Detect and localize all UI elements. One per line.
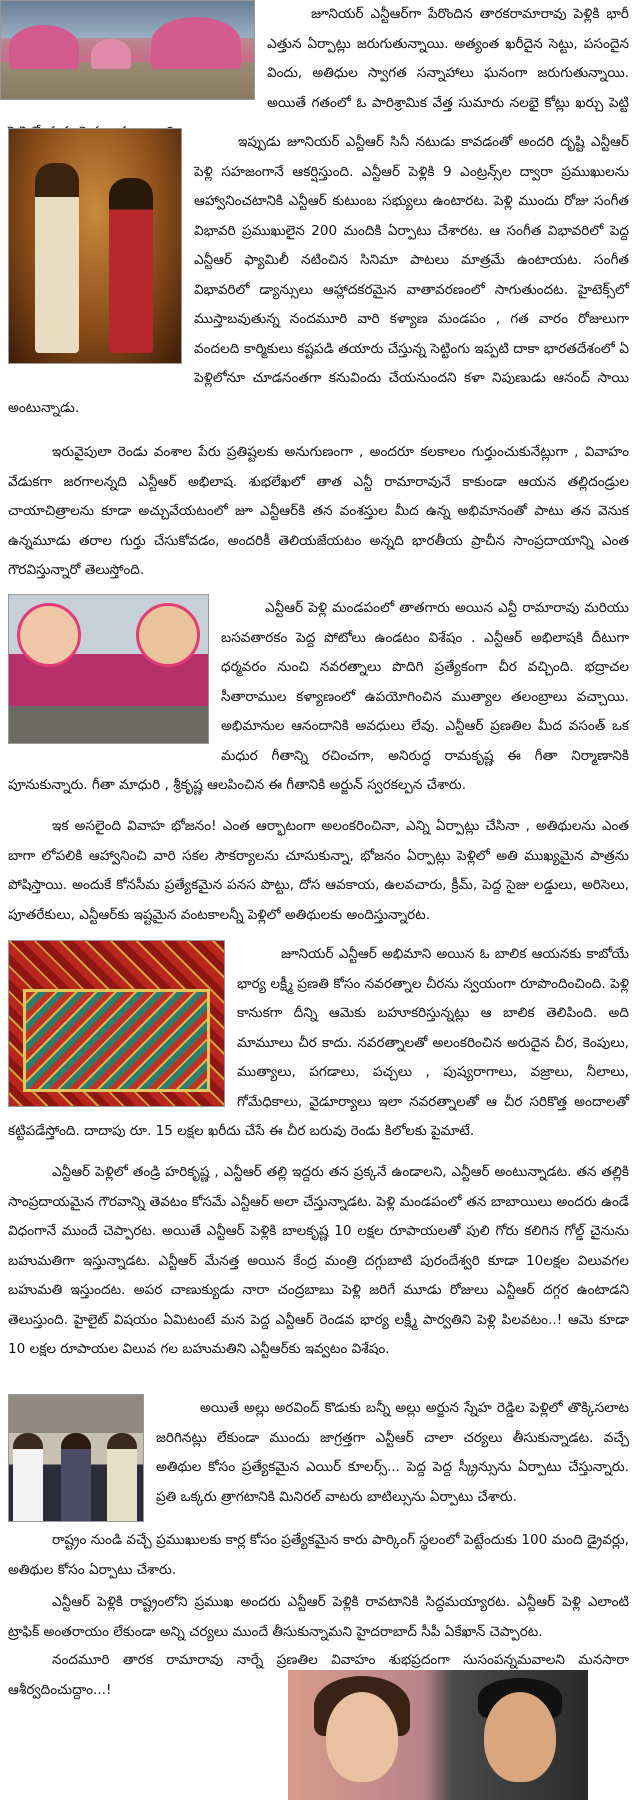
grandparents-portrait — [8, 128, 182, 364]
paragraph-6: జూనియర్ ఎన్టీఆర్ అభిమాని అయిన ఓ బాలిక ఆయనకు కాబోయే భార్య లక్ష్మీ ప్రణతి కోసం నవరత్నాల చీరను స్వయంగా రూపొందించింది. పెళ్లి కానుకగా దీన్ని ఆమెకు బహూకరిస్తున్నట్లు ఆ బాలిక తెలిపింది. అది మామూలు చీర కాదు. నవరత్నాలతో అలంకరించిన అరుదైన చీర, కెంపులు, ముత్యాలు, పగడాలు, పచ్చలు , పుష్యరాగాలు, వజ్రాలు, నీలాలు, గోమేధికాలు, వైడూర్యాలు ఇలా నవరత్నాలతో ఆ చీర సరికొత్త అందాలతో కట్టిపడేస్తోంది. దాదాపు రూ. 15 లక్షల ఖరీదు చేసే ఈ చీర బరువు రెండు కిలోలకు పైమాటే. — [8, 946, 629, 1139]
paragraph-9: రాష్ట్రం నుండి వచ్చే ప్రముఖులకు కార్ల కోసం ప్రత్యేకమైన కారు పార్కింగ్ స్థలంలో పెట్టేందుకు 100 మంది డ్రైవర్లు, అతిథుల కోసం ఏర్పాటు చేశారు. — [8, 1532, 629, 1578]
section-10 — [8, 1588, 629, 1648]
paragraph-1: జూనియర్ ఎన్టీఆర్‌గా పేరొందిన తారకరామారావు పెళ్లికి భారీ ఎత్తున ఏర్పాట్లు జరుగుతున్నాయి. అత్యంత ఖరీదైన సెట్టు, పసందైన విందు, అతిధుల స్వాగత సన్నాహాలు ఘనంగా జరుగుతున్నాయి. అయితే గతంలో ఓ పారిశ్రామిక వేత్త సుమారు నలభై కోట్లు ఖర్చు పెట్టి — [267, 6, 629, 111]
paragraph-8: అయితే అల్లు అరవింద్ కొడుకు బన్నీ అల్లు అర్జున స్నేహ రెడ్డిల పెళ్లిలో తొక్కిసలాట జరిగినట్లు లేకుండా ముందు జాగ్రత్తగా ఎన్టీఆర్ చాలా చర్యలు తీసుకున్నాడట. వచ్చే అతిథుల కోసం ప్రత్యేకమైన ఎయిర్ కూలర్స్... పెద్ద పెద్ద స్క్రీన్సును ఏర్పాటు చేస్తున్నారు. ప్రతి ఒక్కరు త్రాగటానికి మినిరల్ వాటరు బాటిల్సును ఏర్పాటు చేశారు. — [156, 1400, 629, 1505]
paragraph-2: ఇప్పుడు జూనియర్ ఎన్టీఆర్ సినీ నటుడు కావడంతో అందరి దృష్టి ఎన్టీఆర్ పెళ్లి సహజంగానే ఆకర్షిస్తుంది. ఎన్టీఆర్ పెళ్లికి 9 ఎంట్రన్స్‌ల ద్వారా ప్రముఖులను ఆహ్వానించటానికి ఎన్టీఆర్ కుటుంబ సభ్యులు ఉంటారట. పెళ్లి ముందు రోజు సంగీత విభావరి ప్రముఖులైన 200 మందికి ఏర్పాటు చేశారట. ఆ సంగీత విభావరిలో పెద్ద ఎన్టీఆర్ ఫ్యామిలీ నటించిన సినిమా పాటలు మాత్రమే ఉంటాయట. సంగీత విభావరిలో డ్యాన్సులు ఆహ్లాదకరమైన వాతావరణంలో సాగుతుందట. హైటెక్స్‌లో ముస్తాబవుతున్న నందమూరి వారి కళ్యాణ మండపం , గత వారం రోజులుగా వందలది కార్మికులు కష్టపడి తయారు చేస్తున్న సెట్టింగు ఇప్పటి దాకా భారతదేశంలో ఏ పెళ్లిలోనూ చూడనంతగా కనువిందు చేయనుందని కళా నిపుణుడు ఆనంద్ సాయి అంటున్నాడు. — [8, 134, 629, 416]
section-1 — [8, 0, 629, 120]
paragraph-5: ఇక అసలైంది వివాహ భోజనం! ఎంత ఆర్భాటంగా అలంకరించినా, ఎన్ని ఏర్పాట్లు చేసినా , అతిథులను ఎంత బాగా లోపలికి ఆహ్వానించి వారి సకల సౌకర్యాలను చూసుకున్నా, భోజనం ఏర్పాట్లు పెళ్లిలో అతి ముఖ్యమైన పాత్రను పోషిస్తాయి. అందుకే కోనసీమ ప్రత్యేకమైన పనస పొట్టు, దోస ఆవకాయ, ఉలవచారు, క్రీమ్, పెద్ద సైజు లడ్డులు, అరిసెలు, పూతరేకులు, ఎన్టీఆర్‌కు ఇష్టమైన వంటకాలన్నీ పెళ్లిలో అతిథులకు అందిస్తున్నారట. — [8, 818, 629, 923]
paragraph-11: నందమూరి తారక రామారావు నార్నే ప్రణతిల వివాహం శుభప్రదంగా సుసంపన్నమవాలని మనసారా ఆశీర్వదించుద్దాం...! — [8, 1652, 629, 1698]
section-4 — [8, 594, 629, 804]
section-5 — [8, 812, 629, 932]
couple-photo — [288, 1670, 588, 1800]
section-6 — [8, 940, 629, 1150]
section-9 — [8, 1526, 629, 1586]
hoarding-photo — [8, 594, 209, 744]
section-7 — [8, 1158, 629, 1388]
paragraph-7: ఎన్టీఆర్ పెళ్లిలో తండ్రి హరికృష్ణ , ఎన్టీఆర్ తల్లి ఇద్దరు తన ప్రక్కనే ఉండాలని, ఎన్టీఆర్ అంటున్నాడట. తన తల్లికి సాంప్రదాయమైన గౌరవాన్ని తెవటం కోసమే ఎన్టీఆర్ అలా చేస్తున్నాడట. పెళ్లి మండపంలో తన బాబాయిలు అందరు ఉండే విధంగానే ముందే చెప్పారట. అయితే ఎన్టీఆర్ పెళ్లికి బాలకృష్ణ 10 లక్షల రూపాయలతో పులి గోరు కలిగిన గోల్డ్ చైనును బహుమతిగా ఇస్తున్నాడట. ఎన్టీఆర్ మేనత్త అయిన కేంద్ర మంత్రి దగ్గుబాటి పురందేశ్వరి కూడా 10లక్షల విలువగల బహుమతి ఇస్తుందట. అపర చాణుక్యుడు నారా చంద్రబాబు పెళ్లి జరిగే మూడు రోజులు ఎన్టీఆర్ దగ్గర ఉంటాడని తెలుస్తుంది. హైలైట్ విషయం ఏమిటంటే మన పెద్ద ఎన్టీఆర్ రెండవ భార్య లక్ష్మీ పార్వతిని పెళ్లి పిలవటం..! ఆమె కూడా 10 లక్షల రూపాయల విలువ గల బహుమతిని ఎన్టీఆర్‌కు ఇవ్వటం విశేషం. — [8, 1164, 629, 1357]
saree-photo — [8, 940, 225, 1107]
section-8 — [8, 1394, 629, 1518]
family-group-photo — [8, 1394, 144, 1522]
paragraph-3: ఇరువైపులా రెండు వంశాల పేరు ప్రతిష్టలకు అనుగుణంగా , అందరూ కలకాలం గుర్తుంచుకునేట్లుగా , వివాహం వేడుకగా జరగాలన్నది ఎన్టీఆర్ అభిలాష. శుభలేఖలో తాత ఎన్టీ రామారావునే కాకుండా ఆయన తల్లిదండ్రుల చాయాచిత్రాలను కూడా అచ్చువేయటంలో జూ ఎన్టీఆర్‌కి తన వంశస్తుల మీద ఉన్న అభిమానంతో పాటు తన వెనుక ఉన్నమూడు తరాల గుర్తు చేసుకోవడం, అందరికీ తెలియజేయటం అన్నది భారతీయ ప్రాచీన సాంప్రదాయాన్ని ఎంత గౌరవిస్తున్నారో తెలుస్తోంది. — [8, 444, 629, 578]
section-3 — [8, 438, 629, 586]
section-2 — [8, 128, 629, 423]
paragraph-10: ఎన్టీఆర్ పెళ్లికి రాష్ట్రంలోని ప్రముఖ అందరు ఎన్టీఆర్ పెళ్లికి రావటానికి సిద్ధమయ్యారట. ఎన్టీఆర్ పెళ్లి ఎలాంటి ట్రాఫిక్ అంతరాయం లేకుండా అన్ని చర్యలు ముందే తీసుకున్నామని హైదరాబాద్ సీపీ ఏకేఖాన్ చెప్పారట. — [8, 1594, 629, 1640]
paragraph-4: ఎన్టీఆర్ పెళ్లి మండపంలో తాతగారు అయిన ఎన్టీ రామారావు మరియు బసవతారకం పెద్ద పోటోలు ఉండటం విశేషం . ఎన్టీఆర్ అభిలాషకి దీటుగా ధర్మవరం నుంచి నవరత్నాలు పొదిగి ప్రత్యేకంగా చీర వచ్చింది. భద్రాచల సీతారాముల కళ్యాణంలో ఉపయోగించిన ముత్యాల తలంబ్రాలు వచ్చాయి. అభిమానుల ఆనందానికి అవధులు లేవు. ఎన్టీఆర్ ప్రణతిల మీద వసంత్ ఒక మధుర గీతాన్ని రచించగా, అనిరుద్ధ రామకృష్ణ ఈ గీతా నిర్మాణానికి పూనుకున్నారు. గీతా మాధురి , శ్రీకృష్ణ ఆలపించిన ఈ గీతానికి అర్జున్ స్వరకల్పన చేశారు. — [8, 600, 629, 793]
wedding-venue-photo — [0, 0, 255, 100]
